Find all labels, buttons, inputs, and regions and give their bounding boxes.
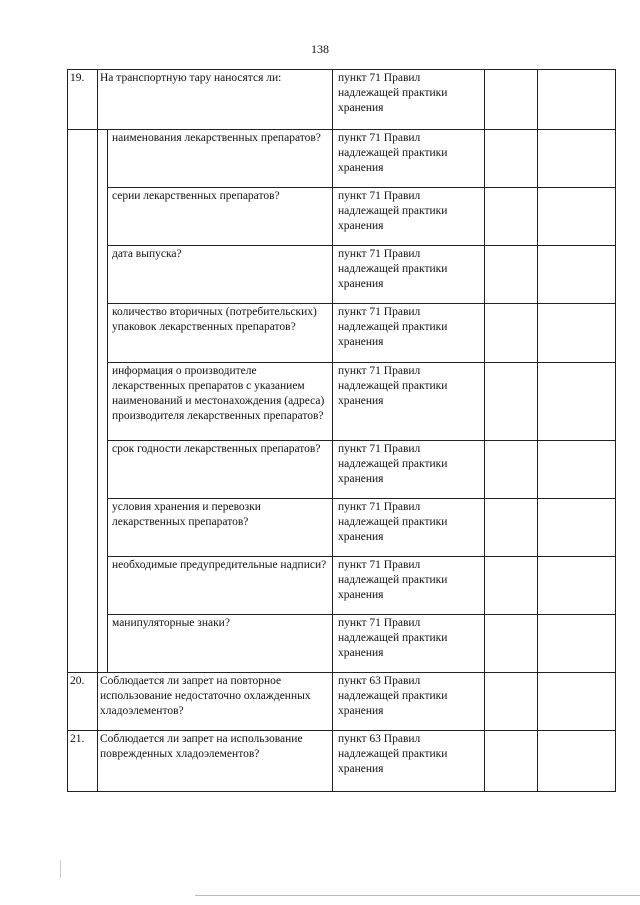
question-cell: манипуляторные знаки? xyxy=(108,615,333,673)
answer-cell xyxy=(485,499,538,557)
reference-cell: пункт 71 Правил надлежащей практики хранения xyxy=(333,188,485,246)
scan-artifact xyxy=(60,860,61,878)
reference-cell: пункт 63 Правил надлежащей практики хранения xyxy=(333,673,485,731)
reference-cell: пункт 71 Правил надлежащей практики хранения xyxy=(333,246,485,304)
note-cell xyxy=(538,130,616,188)
table-row xyxy=(68,499,616,557)
item-number: 20. xyxy=(68,673,98,731)
note-cell xyxy=(538,441,616,499)
question-cell: наименования лекарственных препаратов? xyxy=(108,130,333,188)
reference-cell: пункт 71 Правил надлежащей практики хранения xyxy=(333,363,485,441)
answer-cell xyxy=(485,731,538,792)
note-cell xyxy=(538,673,616,731)
table-row xyxy=(68,304,616,363)
answer-cell xyxy=(485,304,538,363)
answer-cell xyxy=(485,188,538,246)
question-cell: срок годности лекарственных препаратов? xyxy=(108,441,333,499)
note-cell xyxy=(538,499,616,557)
note-cell xyxy=(538,246,616,304)
scan-artifact xyxy=(195,895,640,896)
table-row xyxy=(68,188,616,246)
answer-cell xyxy=(485,363,538,441)
reference-cell: пункт 71 Правил надлежащей практики хранения xyxy=(333,499,485,557)
table-row xyxy=(68,441,616,499)
note-cell xyxy=(538,557,616,615)
answer-cell xyxy=(485,673,538,731)
table-row xyxy=(68,70,616,130)
number-spacer xyxy=(68,130,98,673)
question-cell: Соблюдается ли запрет на использование поврежденных хладоэлементов? xyxy=(98,731,333,792)
note-cell xyxy=(538,731,616,792)
question-cell: серии лекарственных препаратов? xyxy=(108,188,333,246)
table-row xyxy=(68,363,616,441)
page-number: 138 xyxy=(311,42,329,56)
question-cell: необходимые предупредительные надписи? xyxy=(108,557,333,615)
reference-cell: пункт 71 Правил надлежащей практики хранения xyxy=(333,441,485,499)
item-number: 19. xyxy=(68,70,98,130)
table-row xyxy=(68,731,616,792)
reference-cell: пункт 71 Правил надлежащей практики хранения xyxy=(333,70,485,130)
note-cell xyxy=(538,363,616,441)
note-cell xyxy=(538,615,616,673)
reference-cell: пункт 71 Правил надлежащей практики хранения xyxy=(333,615,485,673)
indent-column xyxy=(98,130,108,673)
table-row xyxy=(68,673,616,731)
reference-cell: пункт 71 Правил надлежащей практики хранения xyxy=(333,557,485,615)
table-row xyxy=(68,615,616,673)
note-cell xyxy=(538,304,616,363)
question-cell: Соблюдается ли запрет на повторное использование недостаточно охлажденных хладоэлементов? xyxy=(98,673,333,731)
answer-cell xyxy=(485,70,538,130)
reference-cell: пункт 63 Правил надлежащей практики хранения xyxy=(333,731,485,792)
note-cell xyxy=(538,188,616,246)
note-cell xyxy=(538,70,616,130)
question-cell: информация о производителе лекарственных препаратов с указанием наименований и местонахождения (адреса) производителя лекарственных препаратов? xyxy=(108,363,333,441)
answer-cell xyxy=(485,557,538,615)
answer-cell xyxy=(485,615,538,673)
reference-cell: пункт 71 Правил надлежащей практики хранения xyxy=(333,130,485,188)
reference-cell: пункт 71 Правил надлежащей практики хранения xyxy=(333,304,485,363)
question-cell: На транспортную тару наносятся ли: xyxy=(98,70,333,130)
question-cell: количество вторичных (потребительских) упаковок лекарственных препаратов? xyxy=(108,304,333,363)
question-cell: условия хранения и перевозки лекарственных препаратов? xyxy=(108,499,333,557)
item-number: 21. xyxy=(68,731,98,792)
answer-cell xyxy=(485,130,538,188)
table-row xyxy=(68,557,616,615)
table-row xyxy=(68,246,616,304)
table-row xyxy=(68,130,616,188)
answer-cell xyxy=(485,246,538,304)
answer-cell xyxy=(485,441,538,499)
question-cell: дата выпуска? xyxy=(108,246,333,304)
checklist-table xyxy=(67,69,616,792)
